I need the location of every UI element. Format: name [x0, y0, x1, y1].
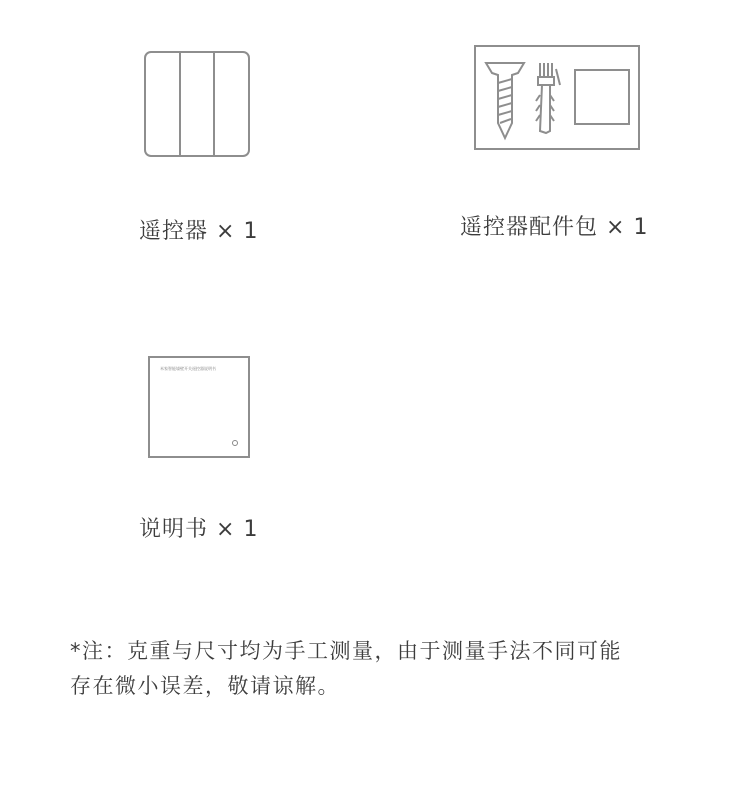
footnote-line-1: *注：克重与尺寸均为手工测量，由于测量手法不同可能 [70, 639, 622, 663]
wall-anchor-icon [536, 63, 560, 133]
accessory-pack-icon [474, 45, 641, 151]
item-name: 遥控器 [139, 219, 209, 244]
item-name: 遥控器配件包 [460, 215, 599, 240]
footnote-line-2: 存在微小误差，敬请谅解。 [70, 674, 340, 698]
item-caption-accessory [460, 210, 648, 241]
remote-control-icon [144, 51, 250, 158]
screw-icon [486, 63, 524, 138]
item-quantity: × 1 [606, 215, 649, 240]
item-caption-remote [139, 214, 258, 245]
manual-header-text: 米家智能墙壁开关遥控器说明书 [160, 366, 216, 371]
item-quantity: × 1 [216, 219, 259, 244]
item-caption-manual [139, 512, 258, 543]
manual-icon [148, 356, 250, 458]
manual-logo-icon [232, 440, 238, 446]
item-quantity: × 1 [216, 517, 259, 542]
adhesive-pad-icon [575, 70, 629, 124]
footnote [70, 634, 622, 704]
item-name: 说明书 [139, 517, 209, 542]
